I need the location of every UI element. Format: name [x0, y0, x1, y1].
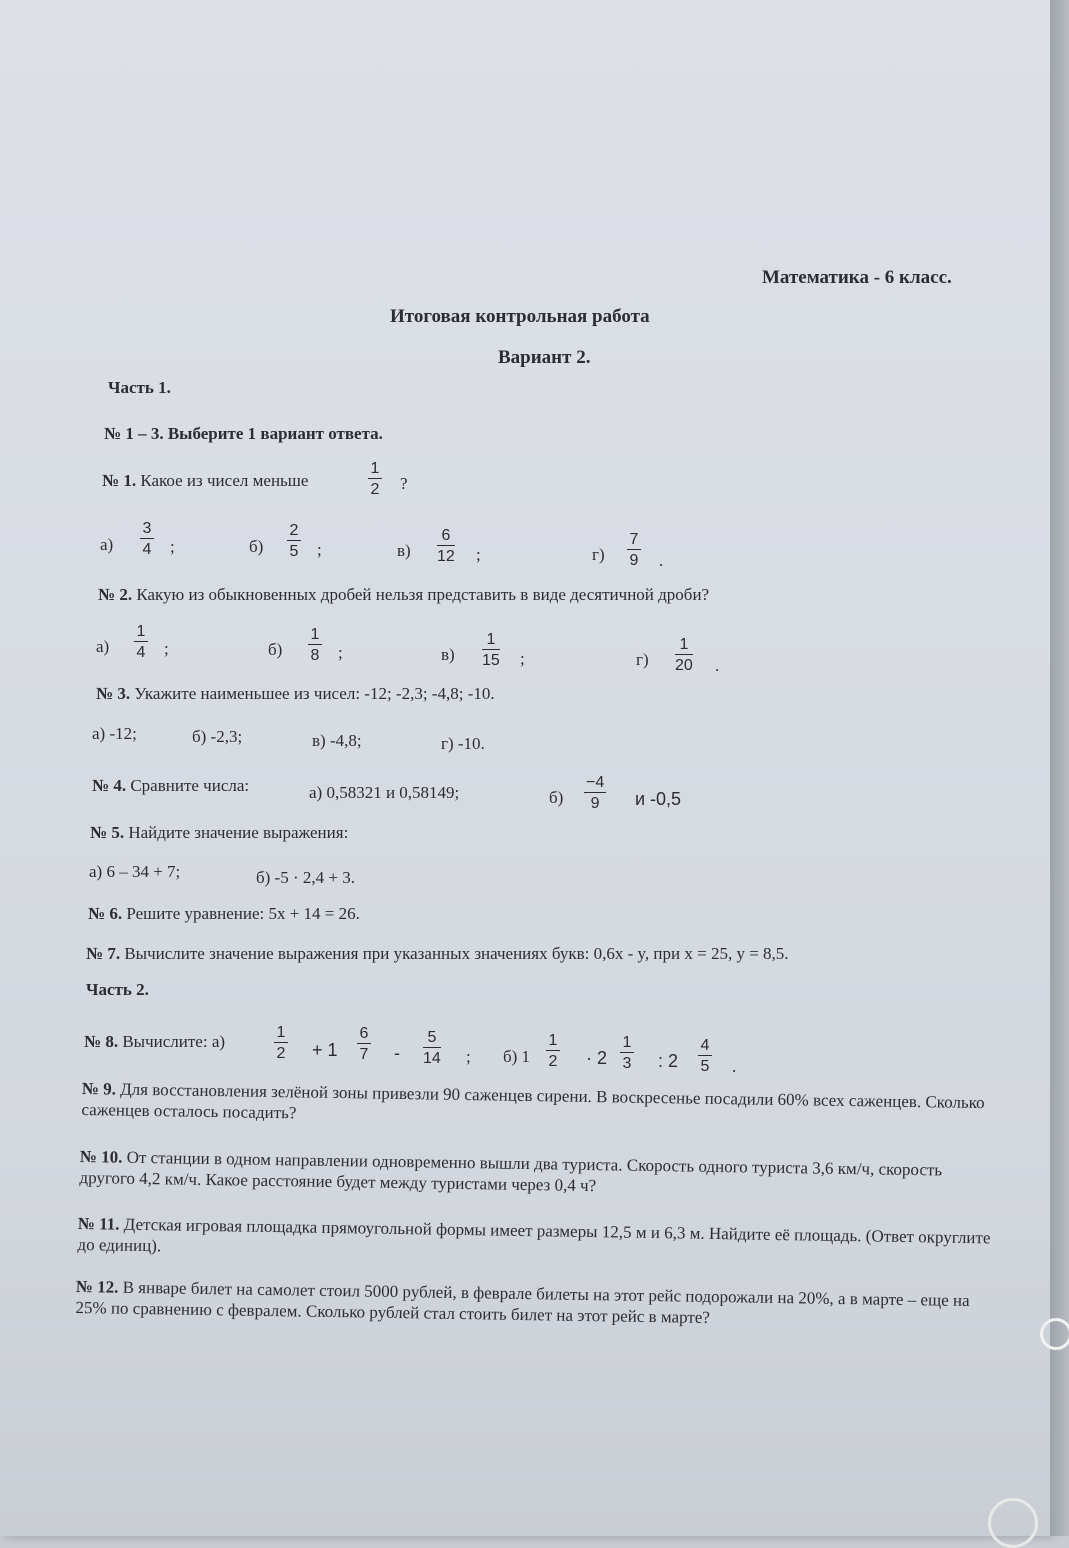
q2-option-b-sep: ;: [338, 643, 343, 662]
q4-number: № 4.: [92, 776, 127, 795]
q8-a-sep: ;: [466, 1047, 471, 1066]
q8-number: № 8.: [84, 1032, 119, 1051]
q1-option-a-fraction: 3 4: [140, 520, 154, 558]
q2-option-d-label: г): [636, 650, 649, 669]
q4-part-a: а) 0,58321 и 0,58149;: [309, 783, 460, 802]
page-title: Итоговая контрольная работа: [390, 306, 650, 327]
q3-text: Укажите наименьшее из чисел: -12; -2,3; -4,8; -10.: [134, 684, 495, 703]
q8-b-multiply: · 2: [586, 1048, 608, 1068]
q1-option-c-fraction: 6 12: [437, 527, 455, 565]
part1-instruction: № 1 – 3. Выберите 1 вариант ответа.: [104, 424, 383, 443]
q8-text: Вычислите: а): [122, 1032, 226, 1051]
q5-part-b: б) -5 · 2,4 + 3.: [256, 868, 355, 887]
q3-number: № 3.: [96, 684, 131, 703]
q5-text: Найдите значение выражения:: [128, 823, 349, 842]
q8-a-fraction-1: 1 2: [274, 1024, 288, 1062]
q1-number: № 1.: [102, 471, 137, 490]
q10-text: От станции в одном направлении одновременно вышли два туриста. Скорость одного туриста 3,6 км/ч, скорость другого 4,2 км/ч. Какое расстояние будет между туристами через 0,4 ч?: [79, 1147, 943, 1196]
q4-part-b-label: б): [549, 788, 564, 807]
q2-option-d-fraction: 1 20: [675, 636, 693, 674]
q1-option-b-fraction: 2 5: [287, 522, 301, 560]
ring-icon-bottom: [988, 1498, 1038, 1548]
q2-option-d-sep: .: [715, 656, 720, 675]
q8-a-plus: + 1: [312, 1040, 338, 1060]
q4-part-b-fraction: −4 9: [586, 774, 605, 812]
q2-option-b-label: б): [268, 640, 283, 659]
q3-option-b: б) -2,3;: [192, 727, 243, 746]
q2-option-a-sep: ;: [164, 639, 169, 658]
subject-heading: Математика - 6 класс.: [762, 267, 952, 288]
q2-question: [98, 585, 709, 605]
q4-question: [92, 776, 249, 796]
q1-question: [102, 471, 308, 491]
q8-b-fraction-2: 1 3: [620, 1034, 634, 1072]
q8-b-end: .: [732, 1057, 737, 1076]
q12-text: В январе билет на самолет стоил 5000 рублей, в феврале билеты на этот рейс подорожали на 20%, а в марте – еще на 25% по сравнению с февралем. Сколько рублей стал стоить билет на этот рейс в марте?: [75, 1277, 970, 1327]
q1-option-b-sep: ;: [317, 540, 322, 559]
part2-label: Часть 2.: [86, 980, 149, 999]
q2-number: № 2.: [98, 585, 133, 604]
q5-number: № 5.: [90, 823, 125, 842]
q12-number: № 12.: [75, 1276, 119, 1297]
q7-question: [86, 944, 789, 964]
q9-text: Для восстановления зелёной зоны привезли 90 саженцев сирени. В воскресенье посадили 60% всех саженцев. Сколько саженцев осталось посадить?: [81, 1079, 985, 1123]
q11-text: Детская игровая площадка прямоугольной формы имеет размеры 12,5 м и 6,3 м. Найдите её площадь. (Ответ округлите до единиц).: [77, 1214, 991, 1256]
q3-question: [96, 684, 495, 704]
q9-number: № 9.: [81, 1078, 117, 1099]
q7-number: № 7.: [86, 944, 121, 963]
q8-a-minus: -: [394, 1043, 400, 1063]
q10-number: № 10.: [79, 1146, 123, 1167]
ring-icon: [1040, 1318, 1069, 1350]
q2-option-b-fraction: 1 8: [308, 626, 322, 664]
part1-label: Часть 1.: [108, 378, 171, 397]
q3-option-d: г) -10.: [441, 734, 485, 753]
q7-text: Вычислите значение выражения при указанных значениях букв: 0,6x - y, при x = 25, y = 8,5.: [124, 944, 789, 963]
q1-option-c-label: в): [397, 541, 411, 560]
q2-option-a-label: а): [96, 637, 110, 656]
q2-option-c-fraction: 1 15: [482, 631, 500, 669]
q1-option-c-sep: ;: [476, 545, 481, 564]
q8-a-fraction-3: 5 14: [423, 1029, 441, 1067]
q1-question-mark: ?: [400, 474, 408, 493]
q1-option-d-fraction: 7 9: [627, 531, 641, 569]
q4-text: Сравните числа:: [130, 776, 250, 795]
q4-part-b-tail: и -0,5: [635, 789, 682, 809]
q1-option-d-label: г): [592, 545, 605, 564]
q2-option-c-label: в): [441, 645, 455, 664]
q8-b-fraction-3: 4 5: [698, 1037, 712, 1075]
q8-b-fraction-1: 1 2: [546, 1032, 560, 1070]
variant-heading: Вариант 2.: [498, 347, 591, 368]
q1-option-b-label: б): [249, 537, 264, 556]
q5-part-a: а) 6 – 34 + 7;: [89, 862, 181, 881]
q6-text: Решите уравнение: 5x + 14 = 26.: [126, 904, 360, 923]
q3-option-a: а) -12;: [92, 724, 137, 743]
q8-a-fraction-2: 6 7: [357, 1025, 371, 1063]
q2-text: Какую из обыкновенных дробей нельзя представить в виде десятичной дроби?: [136, 585, 710, 604]
q6-question: [88, 904, 360, 924]
q1-option-a-sep: ;: [170, 537, 175, 556]
q8-b-label: б) 1: [503, 1047, 531, 1066]
table-background: [1050, 0, 1069, 1536]
q2-option-c-sep: ;: [520, 649, 525, 668]
q8-question: [84, 1032, 225, 1052]
q8-b-divide: : 2: [658, 1051, 679, 1071]
q2-option-a-fraction: 1 4: [134, 623, 148, 661]
q3-option-c: в) -4,8;: [312, 731, 362, 750]
q1-text: Какое из чисел меньше: [140, 471, 309, 490]
q1-option-a-label: а): [100, 535, 114, 554]
q1-option-d-sep: .: [659, 551, 664, 570]
q11-number: № 11.: [77, 1213, 120, 1234]
q5-question: [90, 823, 348, 843]
q1-fraction: 1 2: [368, 460, 382, 498]
q6-number: № 6.: [88, 904, 123, 923]
